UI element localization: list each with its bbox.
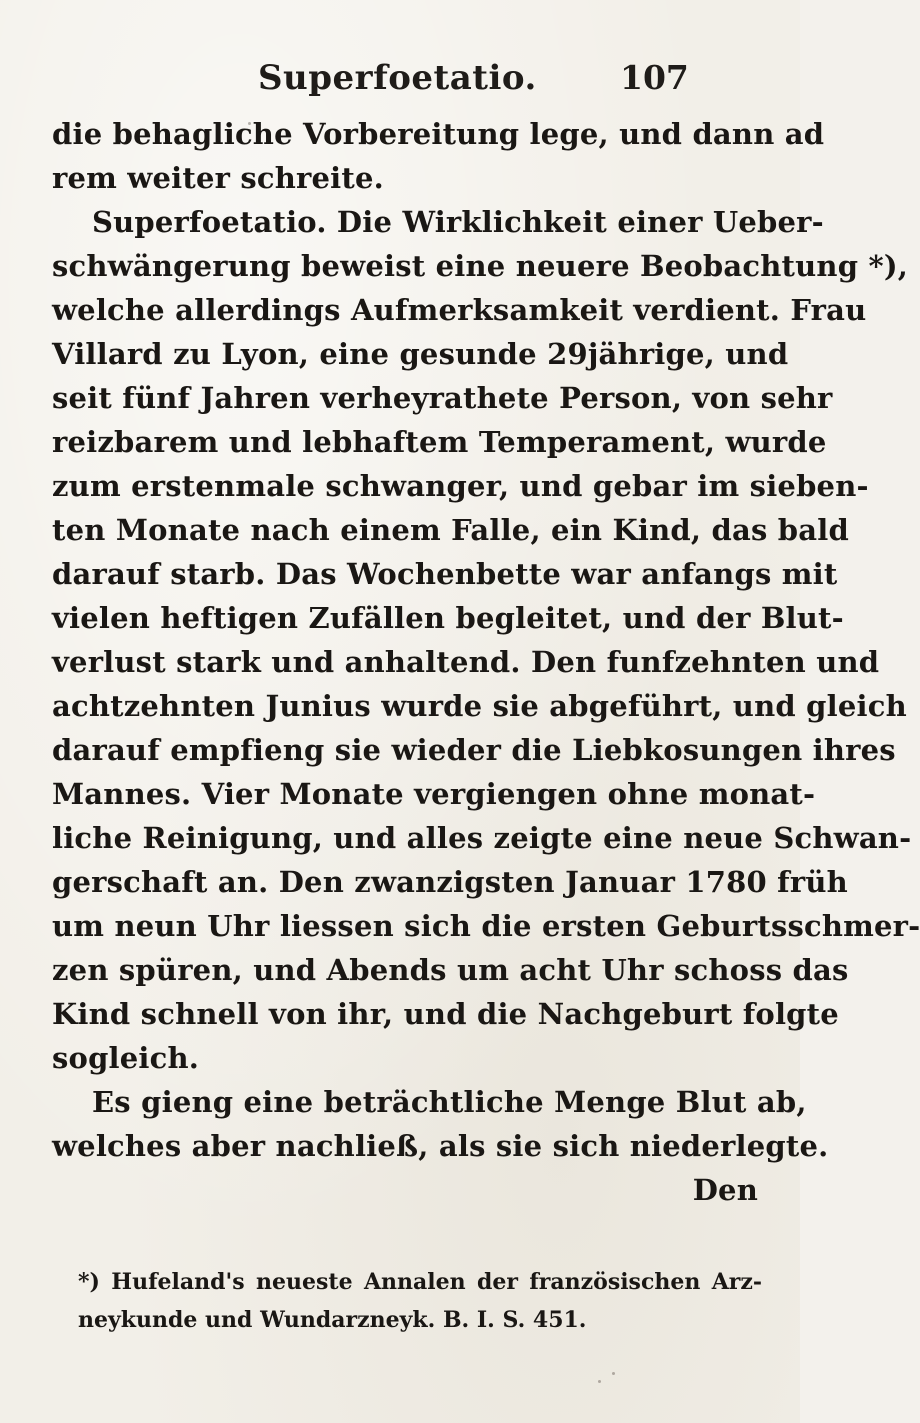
running-head: Superfoetatio. bbox=[258, 58, 537, 98]
paper-speck bbox=[598, 1380, 601, 1383]
text-line: Kind schnell von ihr, und die Nachgeburt folgte bbox=[52, 997, 839, 1031]
text-line: Mannes. Vier Monate vergiengen ohne monat- bbox=[52, 777, 816, 811]
text-line: achtzehnten Junius wurde sie abgeführt, und gleich bbox=[52, 689, 907, 723]
catchword: Den bbox=[692, 1173, 758, 1207]
text-line: die behagliche Vorbereitung lege, und dann ad bbox=[52, 117, 825, 151]
text-line: um neun Uhr liessen sich die ersten Geburtsschmer- bbox=[52, 909, 920, 943]
text-line: darauf empfieng sie wieder die Liebkosungen ihres bbox=[52, 733, 896, 767]
text-line: ten Monate nach einem Falle, ein Kind, das bald bbox=[52, 513, 849, 547]
text-line: darauf starb. Das Wochenbette war anfangs mit bbox=[52, 557, 838, 591]
text-line: liche Reinigung, und alles zeigte eine neue Schwan- bbox=[52, 821, 912, 855]
text-line: Es gieng eine beträchtliche Menge Blut ab, bbox=[92, 1085, 807, 1119]
text-line: welches aber nachließ, als sie sich niederlegte. bbox=[52, 1129, 829, 1163]
text-line: gerschaft an. Den zwanzigsten Januar 1780 früh bbox=[52, 865, 848, 899]
paper-speck bbox=[248, 122, 251, 125]
text-line: vielen heftigen Zufällen begleitet, und der Blut- bbox=[52, 601, 844, 635]
body-text bbox=[52, 112, 920, 1212]
text-line: welche allerdings Aufmerksamkeit verdient. Frau bbox=[52, 293, 867, 327]
text-line: reizbarem und lebhaftem Temperament, wurde bbox=[52, 425, 827, 459]
footnote bbox=[52, 1263, 762, 1339]
text-line: rem weiter schreite. bbox=[52, 161, 384, 195]
text-line: zen spüren, und Abends um acht Uhr schoss das bbox=[52, 953, 849, 987]
text-line: seit fünf Jahren verheyrathete Person, von sehr bbox=[52, 381, 833, 415]
page-header bbox=[0, 58, 800, 98]
text-line: sogleich. bbox=[52, 1041, 200, 1075]
text-line: zum erstenmale schwanger, und gebar im sieben- bbox=[52, 469, 869, 503]
text-line: verlust stark und anhaltend. Den funfzehnten und bbox=[52, 645, 880, 679]
paper-speck bbox=[612, 1372, 615, 1375]
footnote-line: neykunde und Wundarzneyk. B. I. S. 451. bbox=[78, 1307, 587, 1333]
text-line: Superfoetatio. Die Wirklichkeit einer Ueber- bbox=[92, 205, 824, 239]
footnote-line: *) Hufeland's neueste Annalen der französischen Arz- bbox=[78, 1269, 762, 1295]
page-number: 107 bbox=[620, 58, 689, 97]
text-line: schwängerung beweist eine neuere Beobachtung *), bbox=[52, 249, 909, 283]
text-line: Villard zu Lyon, eine gesunde 29jährige, und bbox=[52, 337, 789, 371]
